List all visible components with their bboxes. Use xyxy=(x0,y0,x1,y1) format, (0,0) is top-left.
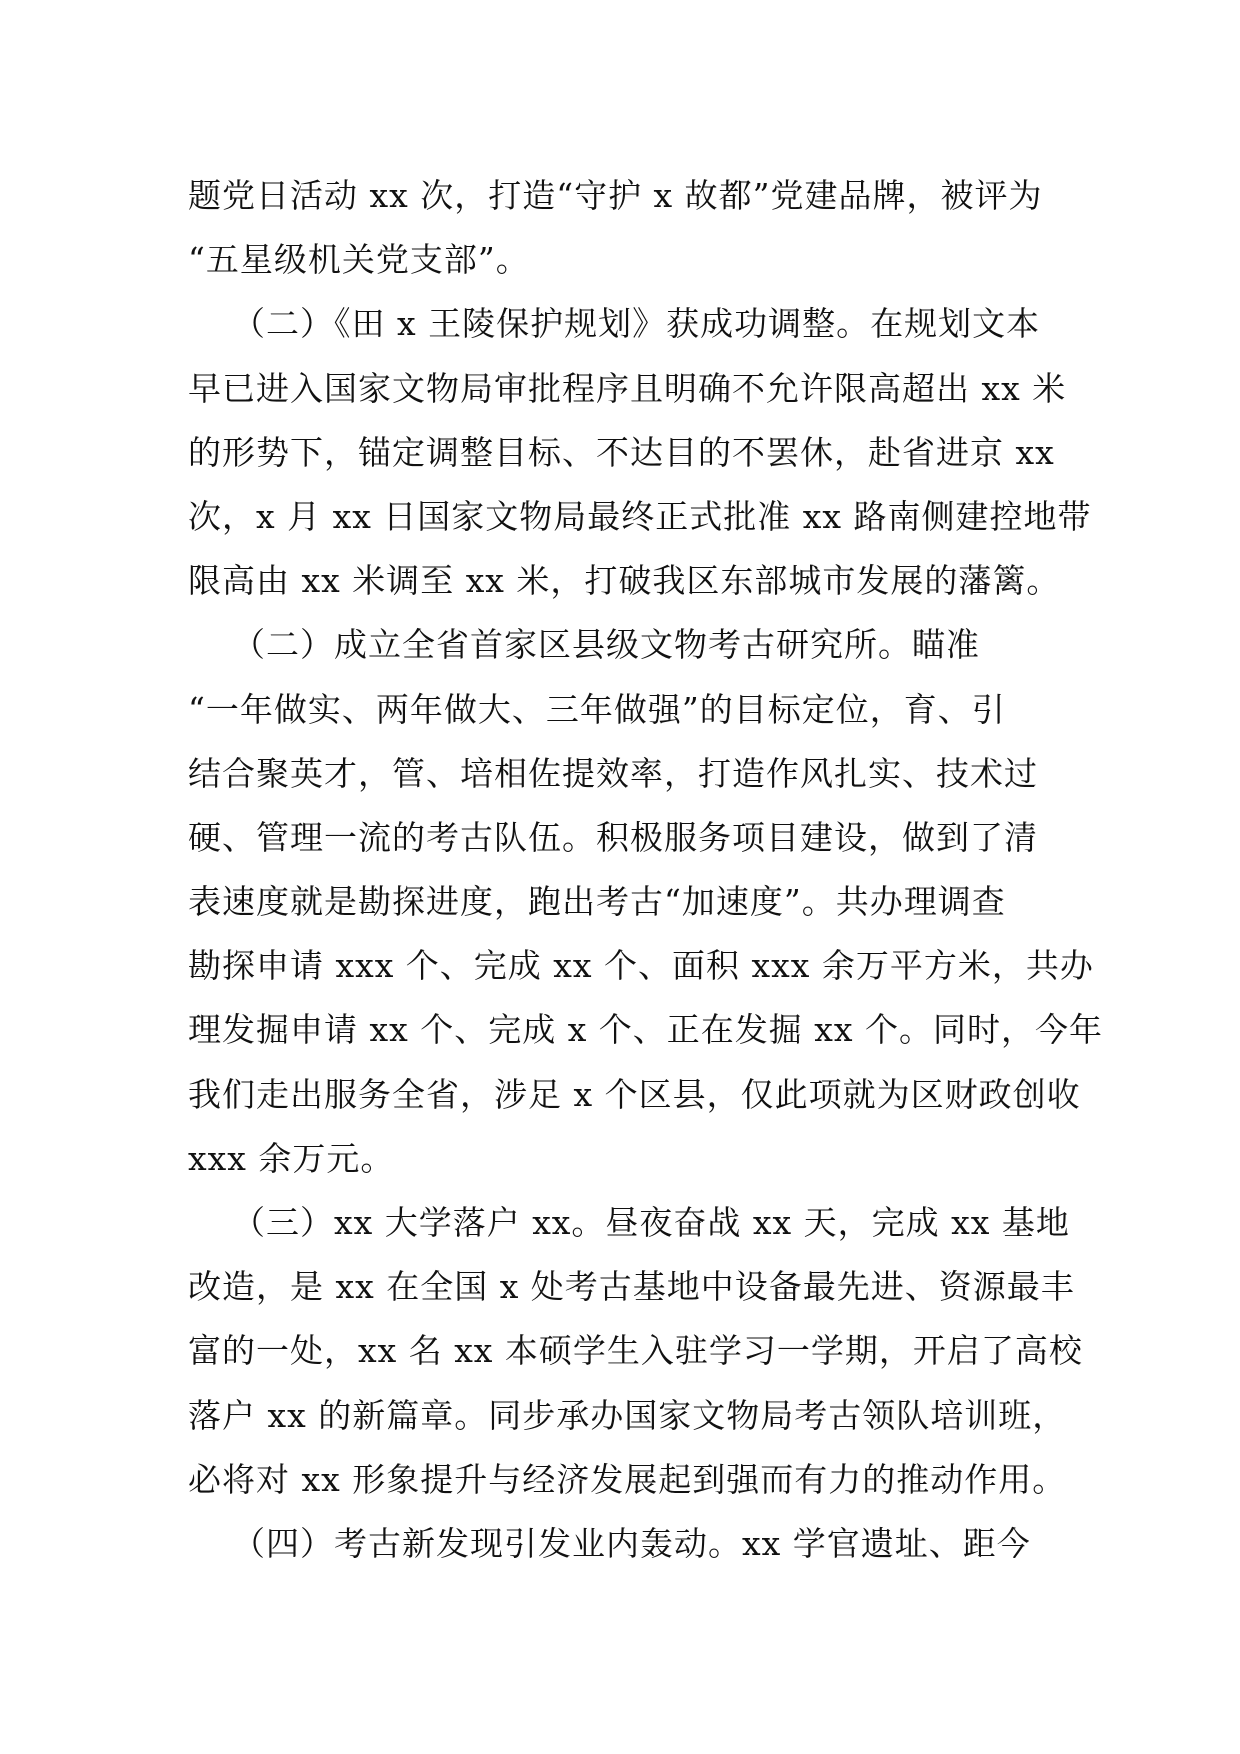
text-line: 限高由 xx 米调至 xx 米，打破我区东部城市发展的藩篱。 xyxy=(188,561,1061,601)
text-line: 勘探申请 xxx 个、完成 xx 个、面积 xxx 余万平方米，共办 xyxy=(188,946,1094,986)
paragraph-start-line: （四）考古新发现引发业内轰动。xx 学官遗址、距今 xyxy=(232,1523,1031,1563)
text-line: 次，x 月 xx 日国家文物局最终正式批准 xx 路南侧建控地带 xyxy=(188,496,1092,536)
text-line: 表速度就是勘探进度，跑出考古“加速度”。共办理调查 xyxy=(188,882,1006,922)
paragraph-start-line: （二）成立全省首家区县级文物考古研究所。瞄准 xyxy=(232,625,980,665)
text-line: 富的一处，xx 名 xx 本硕学生入驻学习一学期，开启了高校 xyxy=(188,1331,1083,1371)
text-line: “一年做实、两年做大、三年做强”的目标定位，育、引 xyxy=(188,689,1006,729)
body-text xyxy=(188,164,1103,1576)
text-line: 改造，是 xx 在全国 x 处考古基地中设备最先进、资源最丰 xyxy=(188,1267,1075,1307)
text-line: xxx 余万元。 xyxy=(188,1138,395,1178)
paragraph-start-line: （三）xx 大学落户 xx。昼夜奋战 xx 天，完成 xx 基地 xyxy=(232,1203,1070,1242)
paragraph-start-line: （二）《田 x 王陵保护规划》获成功调整。在规划文本 xyxy=(232,304,1041,344)
text-line: 硬、管理一流的考古队伍。积极服务项目建设，做到了清 xyxy=(188,817,1038,857)
text-line: “五星级机关党支部”。 xyxy=(188,240,530,280)
text-line: 的形势下，锚定调整目标、不达目的不罢休，赴省进京 xx xyxy=(188,432,1055,472)
text-line: 结合聚英才，管、培相佐提效率，打造作风扎实、技术过 xyxy=(188,753,1038,793)
text-line: 题党日活动 xx 次，打造“守护 x 故都”党建品牌，被评为 xyxy=(188,176,1043,215)
text-line: 落户 xx 的新篇章。同步承办国家文物局考古领队培训班， xyxy=(188,1395,1067,1435)
text-line: 早已进入国家文物局审批程序且明确不允许限高超出 xx 米 xyxy=(188,368,1067,408)
text-line: 理发掘申请 xx 个、完成 x 个、正在发掘 xx 个。同时，今年 xyxy=(188,1010,1103,1050)
text-line: 我们走出服务全省，涉足 x 个区县，仅此项就为区财政创收 xyxy=(188,1074,1081,1114)
text-line: 必将对 xx 形象提升与经济发展起到强而有力的推动作用。 xyxy=(188,1459,1067,1499)
